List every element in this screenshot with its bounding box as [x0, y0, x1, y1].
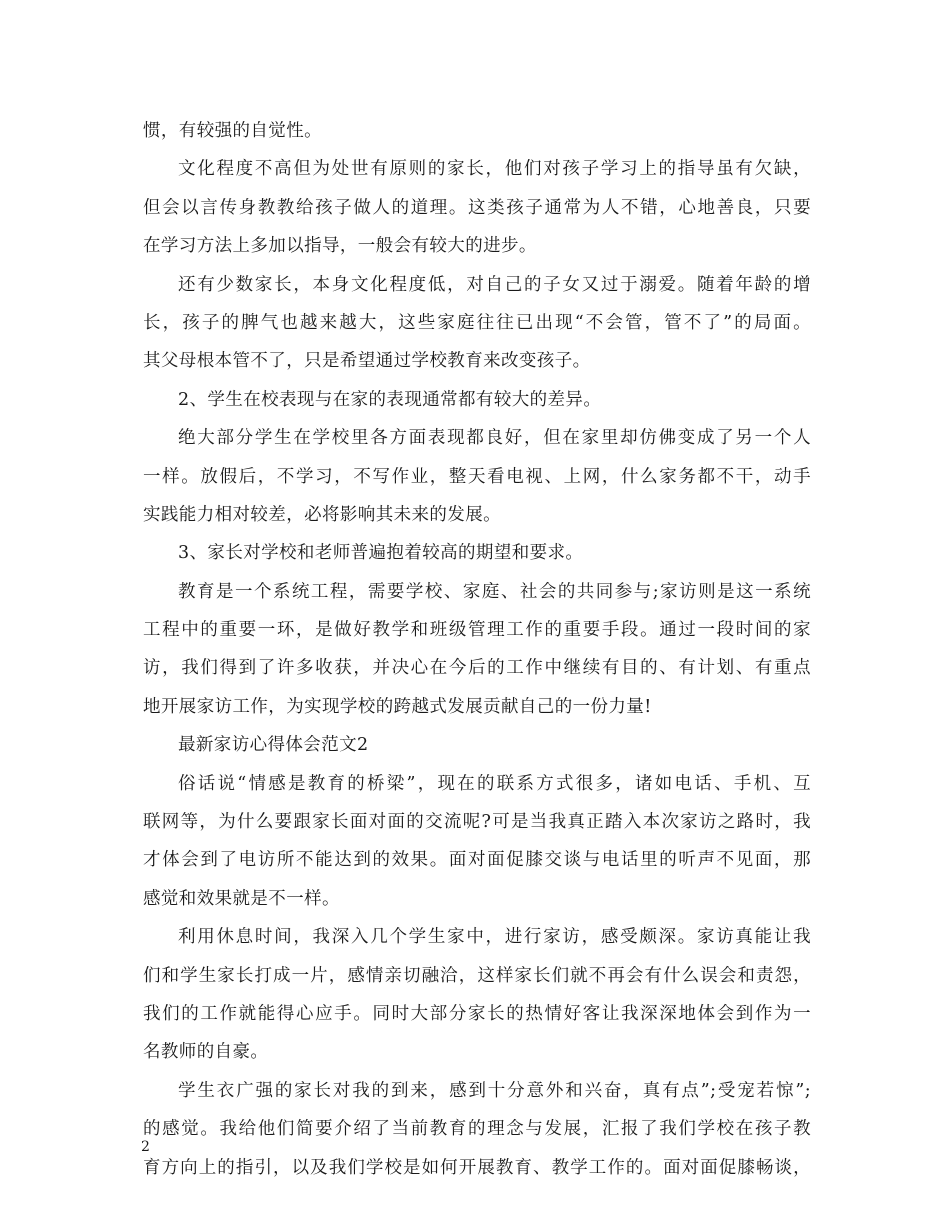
text-line: 一样。放假后，不学习，不写作业，整天看电视、上网，什么家务都不干，动手 [143, 466, 811, 487]
text-line: 最新家访心得体会范文2 [178, 735, 369, 756]
text-line: 联网等，为什么要跟家长面对面的交流呢?可是当我真正踏入本次家访之路时，我 [143, 812, 811, 833]
text-line: 地开展家访工作，为实现学校的跨越式发展贡献自己的一份力量! [143, 696, 652, 717]
text-line: 还有少数家长，本身文化程度低，对自己的子女又过于溺爱。随着年龄的增 [178, 274, 811, 295]
text-line: 我们的工作就能得心应手。同时大部分家长的热情好客让我深深地体会到作为一 [143, 1003, 811, 1024]
text-line: 工程中的重要一环，是做好教学和班级管理工作的重要手段。通过一段时间的家 [143, 620, 811, 641]
text-line: 其父母根本管不了，只是希望通过学校教育来改变孩子。 [143, 351, 591, 372]
document-body [143, 112, 811, 1187]
text-line: 育方向上的指引，以及我们学校是如何开展教育、教学工作的。面对面促膝畅谈， [143, 1157, 811, 1178]
text-line: 在学习方法上多加以指导，一般会有较大的进步。 [143, 236, 537, 257]
text-line: 访，我们得到了许多收获，并决心在今后的工作中继续有目的、有计划、有重点 [143, 658, 811, 679]
text-line: 利用休息时间，我深入几个学生家中，进行家访，感受颇深。家访真能让我 [178, 927, 811, 948]
text-line: 感觉和效果就是不一样。 [143, 888, 340, 909]
text-line: 3、家长对学校和老师普遍抱着较高的期望和要求。 [178, 543, 584, 564]
text-line: 绝大部分学生在学校里各方面表现都良好，但在家里却仿佛变成了另一个人 [178, 428, 811, 449]
text-line: 俗话说“情感是教育的桥梁”，现在的联系方式很多，诸如电话、手机、互 [178, 773, 811, 794]
text-line: 惯，有较强的自觉性。 [143, 121, 322, 141]
text-line: 教育是一个系统工程，需要学校、家庭、社会的共同参与;家访则是这一系统 [178, 581, 811, 602]
text-line: 学生衣广强的家长对我的到来，感到十分意外和兴奋，真有点”;受宠若惊”; [178, 1080, 811, 1101]
page-number: 2 [141, 1139, 150, 1155]
text-line: 们和学生家长打成一片，感情亲切融洽，这样家长们就不再会有什么误会和责怨， [143, 965, 811, 986]
text-line: 实践能力相对较差，必将影响其未来的发展。 [143, 504, 501, 525]
text-line: 才体会到了电访所不能达到的效果。面对面促膝交谈与电话里的听声不见面，那 [143, 850, 811, 871]
text-line: 文化程度不高但为处世有原则的家长，他们对孩子学习上的指导虽有欠缺， [178, 159, 811, 180]
text-line: 的感觉。我给他们简要介绍了当前教育的理念与发展，汇报了我们学校在孩子教 [143, 1119, 811, 1140]
text-line: 名教师的自豪。 [143, 1042, 269, 1063]
text-line: 长，孩子的脾气也越来越大，这些家庭往往已出现“不会管，管不了”的局面。 [143, 312, 811, 333]
text-line: 2、学生在校表现与在家的表现通常都有较大的差异。 [178, 389, 602, 410]
text-line: 但会以言传身教教给孩子做人的道理。这类孩子通常为人不错，心地善良，只要 [143, 197, 811, 218]
